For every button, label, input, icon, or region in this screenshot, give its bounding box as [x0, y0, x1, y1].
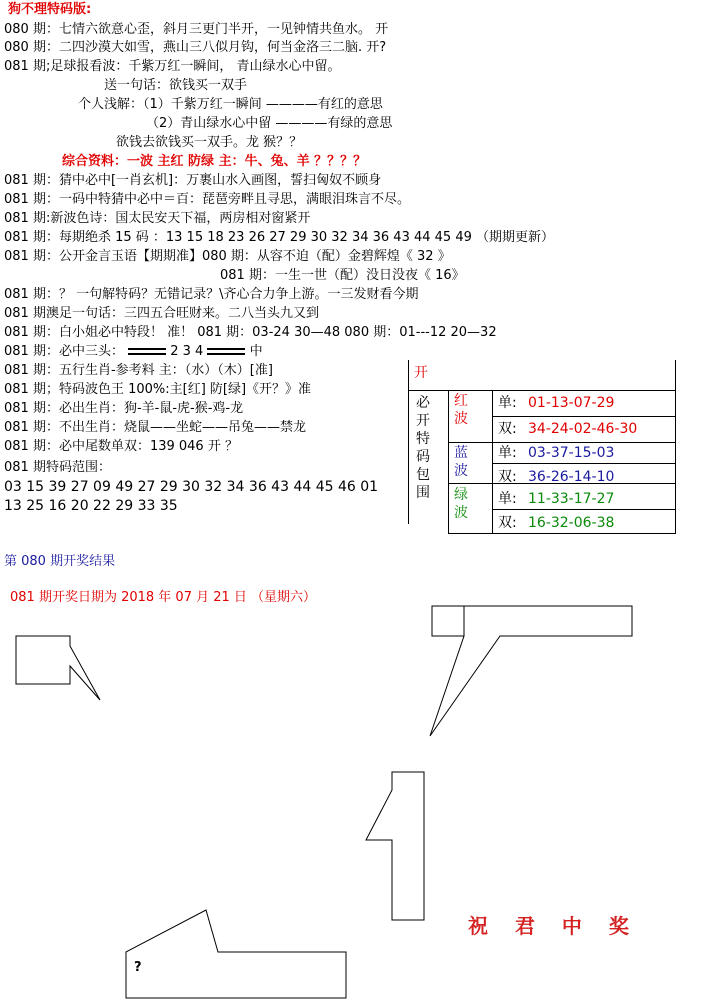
red-odd-label: 单:: [498, 395, 517, 411]
line-6: （2）青山绿水心中留 ————有绿的意思: [146, 116, 393, 131]
wave-green: 绿波: [454, 487, 468, 521]
line-13: 081 期：公开金言玉语【期期准】080 期：从容不迫（配）金碧辉煌《 32 》: [4, 249, 451, 264]
line-9: 081 期：猜中必中[一肖玄机]：万裹山水入画图，誓扫匈奴不顾身: [4, 173, 382, 188]
red-even-label: 双:: [498, 421, 517, 437]
table-open: 开: [414, 365, 428, 381]
blessing-text: 祝 君 中 奖: [468, 914, 639, 938]
line-7: 欲钱去欲钱买一双手。龙 猴？？: [116, 135, 303, 150]
green-even-label: 双:: [498, 515, 517, 531]
line-25: 03 15 39 27 09 49 27 29 30 32 34 36 43 44 45 46 01: [4, 479, 379, 495]
blue-even: 36-26-14-10: [528, 469, 615, 485]
green-odd-label: 单:: [498, 491, 517, 507]
blue-odd: 03-37-15-03: [528, 445, 615, 461]
line-21: 081 期：必出生肖：狗-羊-鼠-虎-猴-鸡-龙: [4, 401, 244, 416]
line-1: 080 期：七情六欲意心歪，斜月三更门半开，一见钟情共鱼水。 开: [4, 22, 389, 37]
result-title: 第 080 期开奖结果: [4, 554, 116, 569]
line-17: 081 期：白小姐必中特段！ 准！ 081 期：03-24 30—48 080 期：01---12 20—32: [4, 325, 497, 340]
green-odd: 11-33-17-27: [528, 491, 615, 507]
line-10: 081 期：一码中特猜中必中＝百：琵琶旁畔且寻思，满眼泪珠言不尽。: [4, 192, 410, 207]
three-head-mid: 中: [249, 344, 263, 359]
line-12: 081 期：每期绝杀 15 码 ：13 15 18 23 26 27 29 30 32 34 36 43 44 45 49 （期期更新）: [4, 230, 554, 245]
draw-date: 081 期开奖日期为 2018 年 07 月 21 日 （星期六）: [10, 590, 317, 605]
line-2: 080 期：二四沙漠大如雪，燕山三八似月钩，何当金洛三二脑. 开?: [4, 40, 387, 55]
line-24: 081 期特码范围：: [4, 460, 111, 475]
three-head-digits: 2 3 4: [170, 344, 204, 359]
line-23: 081 期：必中尾数单双：139 046 开 ？: [4, 439, 238, 454]
summary-line: 综合资料：一波 主红 防绿 主：牛、兔、羊 ？？？？: [62, 154, 367, 169]
wave-blue: 蓝波: [454, 445, 468, 479]
three-head-label: 081 期：必中三头：: [4, 344, 124, 359]
blue-even-label: 双:: [498, 469, 517, 485]
line-4: 送一句话：欲钱买一双手: [104, 78, 248, 93]
page-title: 狗不理特码版:: [8, 2, 92, 17]
line-14: 081 期：一生一世（配）没日没夜《 16》: [220, 268, 465, 283]
red-even: 34-24-02-46-30: [528, 421, 638, 437]
blue-odd-label: 单:: [498, 445, 517, 461]
line-11: 081 期:新波色诗：国太民安天下福，两房相对窗紧开: [4, 211, 311, 226]
line-26: 13 25 16 20 22 29 33 35: [4, 498, 178, 514]
line-5: 个人浅解：（1）千紫万红一瞬间 ————有红的意思: [78, 97, 383, 112]
placeholder-question: ?: [134, 960, 142, 975]
line-19: 081 期：五行生肖-参考料 主：（水）（木）[准]: [4, 363, 273, 378]
line-16: 081 期澳足一句话：三四五合旺财来。二八当头九又到: [4, 306, 319, 321]
wave-red: 红波: [454, 393, 468, 427]
red-odd: 01-13-07-29: [528, 395, 615, 411]
line-3: 081 期;足球报看波：千紫万红一瞬间， 青山绿水心中留。: [4, 59, 341, 74]
line-22: 081 期：不出生肖：烧鼠——坐蛇——吊兔——禁龙: [4, 420, 306, 435]
green-even: 16-32-06-38: [528, 515, 615, 531]
line-20: 081 期；特码波色王 100%:主[红] 防[绿]《开？》准: [4, 382, 312, 397]
table-side-label: 必开特码包围: [416, 395, 430, 501]
line-15: 081 期：？ 一句解特码？无错记录？\齐心合力争上游。一三发财看今期: [4, 287, 419, 302]
